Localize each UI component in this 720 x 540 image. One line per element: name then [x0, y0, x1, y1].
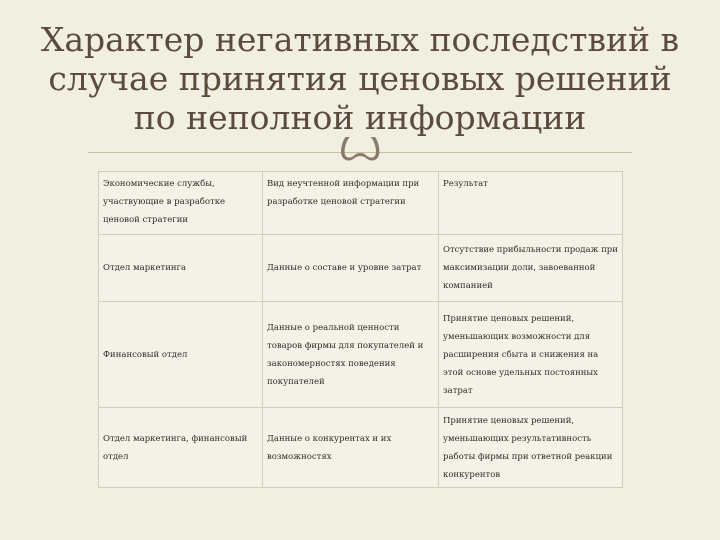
cell-result: Принятие ценовых решений, уменьшающих возможности для расширения сбыта и снижения на этой основе удельных постоянных затрат: [443, 313, 599, 396]
table-cell: [99, 408, 263, 488]
table-header-row: [99, 172, 623, 235]
cell-service: Финансовый отдел: [103, 349, 188, 360]
slide-title: Характер негативных последствий в случае принятия ценовых решений по неполной информации: [40, 20, 680, 137]
header-cell-info-type: [263, 172, 439, 235]
header-cell-result: [439, 172, 623, 235]
cell-result: Отсутствие прибыльности продаж при максимизации доли, завоеванной компанией: [443, 245, 618, 291]
header-services-text: Экономические службы, участвующие в разработке ценовой стратегии: [103, 179, 226, 225]
ornament-icon: Ꙍ: [339, 128, 382, 169]
header-cell-services: [99, 172, 263, 235]
cell-result: Принятие ценовых решений, уменьшающих результативность работы фирмы при ответной реакции конкурентов: [443, 415, 613, 480]
cell-info-type: Данные о реальной ценности товаров фирмы для покупателей и закономерностях поведения покупателей: [267, 322, 424, 387]
table-cell: [263, 235, 439, 302]
header-result-text: Результат: [443, 179, 488, 189]
cell-info-type: Данные о составе и уровне затрат: [267, 263, 422, 273]
header-info-type-text: Вид неучтенной информации при разработке ценовой стратегии: [267, 179, 420, 207]
table-cell: [99, 235, 263, 302]
information-table: [98, 171, 623, 488]
table-cell: [439, 235, 623, 302]
cell-service: Отдел маркетинга: [103, 263, 187, 273]
table-row: [99, 235, 623, 302]
table-row: [99, 302, 623, 408]
cell-info-type: Данные о конкурентах и их возможностях: [267, 433, 392, 462]
table-row: [99, 408, 623, 488]
table-cell: [439, 302, 623, 408]
table-cell: [439, 408, 623, 488]
table-cell: [263, 408, 439, 488]
cell-service: Отдел маркетинга, финансовый отдел: [103, 433, 248, 462]
table-cell: [99, 302, 263, 408]
table-cell: [263, 302, 439, 408]
